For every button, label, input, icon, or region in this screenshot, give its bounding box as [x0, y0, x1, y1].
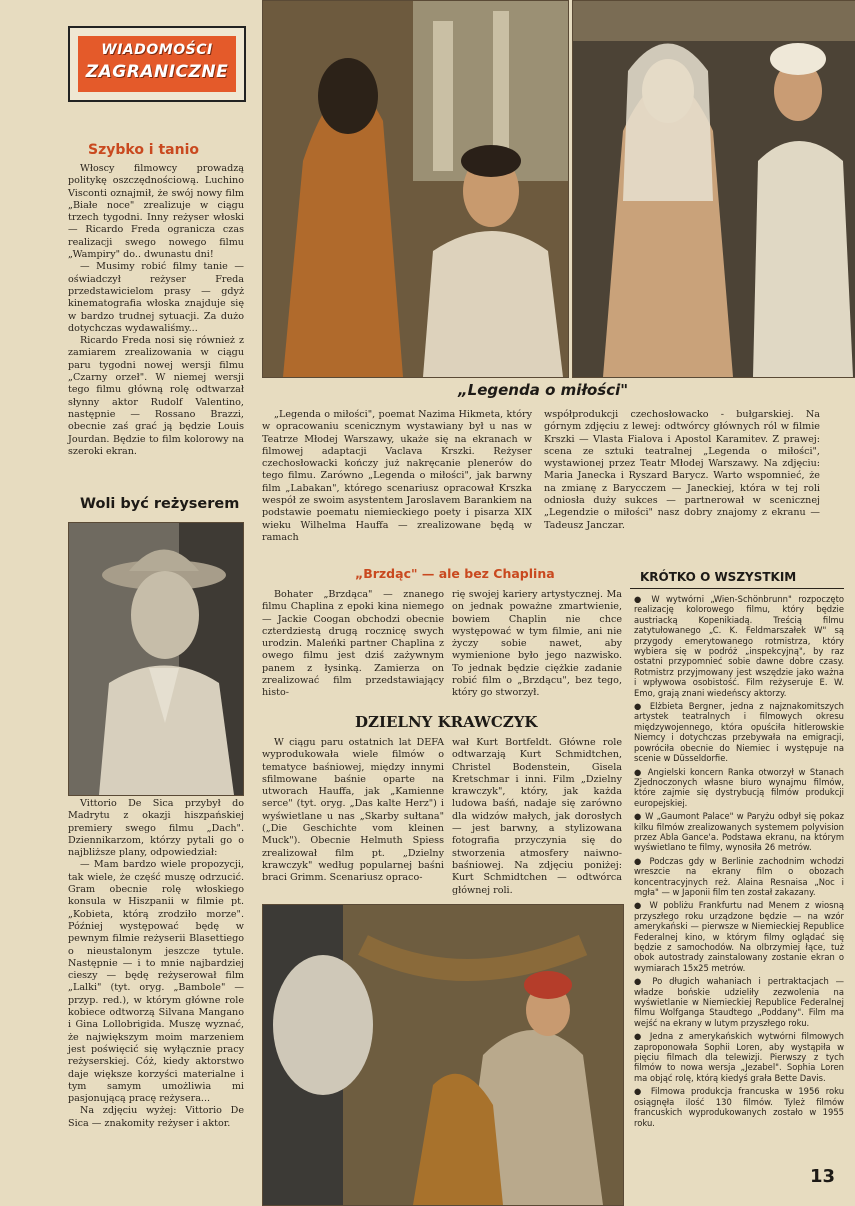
krotko-item: ● Elżbieta Bergner, jedna z najznakomitszych artystek teatralnych i filmowych okresu międzywojennego, która opuściła hitlerowskie Niemcy i dotychczas przebywała na emigracji, powróciła obecnie do Niemiec i występuje na scenie w Düsseldorfie.: [634, 701, 844, 764]
krawczyk-illustration: [263, 905, 623, 1205]
page-number: 13: [810, 1166, 836, 1187]
legenda-film-photo: [262, 0, 569, 378]
brzdac-col-1: Bohater „Brzdąca" — znanego filmu Chaplina z epoki kina niemego — Jackie Coogan obchodzi obecnie czterdziestą drugą rocznicę swych urodzin. Maleńki partner Chaplina z owego filmu jest dziś zażywnym panem z łysinką. Zamierza on zrealizować film przedstawiający histo-: [262, 589, 444, 699]
legenda-heading: „Legenda o miłości": [458, 381, 629, 399]
krotko-item: ● Podczas gdy w Berlinie zachodnim wchodzi wreszcie na ekrany film o obozach koncentracyjnych reż. Alaina Resnaisa „Noc i mgła" — w Japonii film ten został zakazany.: [634, 855, 844, 897]
krotko-item: ● Angielski koncern Ranka otworzył w Stanach Zjednoczonych własne biuro wynajmu filmów, które zajmie się dystrybucją filmów produkcji europejskiej.: [634, 766, 844, 808]
szybko-paragraph: Ricardo Freda nosi się również z zamiarem zrealizowania w ciągu paru tygodni nowej wersji filmu „Czarny orzeł". W niemej wersji tego filmu główną rolę odtwarzał słynny aktor Rudolf Valentino, następnie — Rossano Brazzi, obecnie zaś grać ją będzie Louis Jourdan. Będzie to film kolorowy na szeroki ekran.: [68, 335, 244, 457]
de-sica-photo: [68, 522, 244, 796]
brzdac-col-2: rię swojej kariery artystycznej. Ma on jednak poważne zmartwienie, bowiem Chaplin nie chce występować w tym filmie, ani nie życzy sobie nawet, aby wymienione było jego nazwisko. To jednak będzie ciężkie zadanie robić film o „Brzdącu", bez tego, który go stworzył.: [452, 589, 622, 699]
legenda-col-2: współprodukcji czechosłowacko - bułgarskiej. Na górnym zdjęciu z lewej: odtwórcy głównych ról w filmie Krszki — Vlasta Fialova i Apostol Karamitev. Z prawej: scena ze sztuki teatralnej „Legenda o miłości", wystawionej przez Teatr Młodej Warszawy. Na zdjęciu: Maria Janecka i Ryszard Barycz. Warto wspomnieć, że na zmianę z Barycczem — Janeckiej, która w tej roli odniosła duży sukces — partnerował w scenicznej „Legendzie o miłości" nasz dobry znajomy z ekranu — Tadeusz Janczar.: [544, 409, 820, 531]
legenda-col-1: „Legenda o miłości", poemat Nazima Hikmeta, który w opracowaniu scenicznym wystawiany był u nas w Teatrze Młodej Warszawy, ukaże się na ekranach w filmowej adaptacji Vaclava Krszki. Reżyser czechosłowacki kończy już nakręcanie plenerów do tego filmu. Zarówno „Legenda o miłości", jak barwny film „Labakan", którego scenariusz opracował Krszka wespół ze swoim asystentem Jaroslavem Barankiem na podstawie poematu niemieckiego poety i pisarza XIX wieku Wilhelma Hauffa — zrealizowane będą w ramach: [262, 409, 532, 543]
logo-line-1: WIADOMOŚCI: [101, 42, 213, 58]
woli-paragraph: — Mam bardzo wiele propozycji, tak wiele, że część muszę odrzucić. Gram obecnie rolę włoskiego konsula w Hiszpanii w filmie pt. „Kobieta, którą zrodziło morze". Później występować będę w pewnym filmie reżyserii Blasettiego o nieustalonym jeszcze tytule. Następnie — i to mnie najbardziej cieszy — będę reżyserował film „Lalki" (tyt. oryg. „Bambole" — przyp. red.), w którym główne role kobiece odtworzą Silvana Mangano i Gina Lollobrigida. Muszę wyznać, że największym moim marzeniem jest poświęcić się wyłącznie pracy reżyserskiej. Cóż, kiedy aktorstwo daje większe korzyści materialne i tym samym umożliwia mi pasjonującą pracę reżysera...: [68, 859, 244, 1105]
krotko-item: ● W pobliżu Frankfurtu nad Menem z wiosną przyszłego roku urządzone będzie — na wzór amerykański — pierwsze w Niemieckiej Republice Federalnej kino, w którym filmy oglądać się będzie z samochodów. Na olbrzymiej łące, tuż obok autostrady zainstalowany zostanie ekran o wymiarach 15x25 metrów.: [634, 900, 844, 973]
woli-heading: Woli być reżyserem: [80, 496, 240, 512]
krotko-list: [634, 594, 844, 1131]
brzdac-heading: „Brzdąc" — ale bez Chaplina: [355, 566, 555, 581]
krawczyk-photo: [262, 904, 624, 1206]
legenda-theatre-photo: [572, 0, 855, 378]
legenda-theatre-illustration: [573, 1, 855, 377]
szybko-body: [68, 163, 244, 458]
dzielny-heading: DZIELNY KRAWCZYK: [355, 713, 538, 731]
krotko-heading: KRÓTKO O WSZYSTKIM: [640, 570, 797, 584]
krotko-item: ● W wytwórni „Wien-Schönbrunn" rozpoczęto realizację kolorowego filmu, który będzie austriacką Kopenikiadą. Treścią filmu zatytułowanego „C. K. Feldmarszałek W" są przygody emerytowanego rotmistrza, który wybiera się w podróż „inspekcyjną", by raz ostatni przypomnieć sobie dawne dobre czasy. Rotmistrz przyjmowany jest wszędzie jako ważna i wpływowa osobistość. Film reżyseruje E. W. Emo, grają znani wiedeńscy aktorzy.: [634, 594, 844, 698]
szybko-heading: Szybko i tanio: [88, 142, 200, 158]
krotko-item: ● Jedna z amerykańskich wytwórni filmowych zaproponowała Sophii Loren, aby wystąpiła w pięciu filmach dla telewizji. Pierwszy z tych filmów to nowa wersja „Jezabel". Sophia Loren ma objąć rolę, którą kiedyś grała Bette Davis.: [634, 1031, 844, 1083]
szybko-paragraph: — Musimy robić filmy tanie — oświadczył reżyser Freda przedstawicielom prasy — gdyż kinematografia włoska znajduje się w bardzo trudnej sytuacji. Za dużo dotychczas wydawaliśmy...: [68, 261, 244, 334]
logo-badge: [78, 36, 236, 92]
legenda-film-illustration: [263, 1, 568, 377]
krotko-rule: [630, 588, 844, 589]
dzielny-col-2: wał Kurt Bortfeldt. Główne role odtwarzają Kurt Schmidtchen, Christel Bodenstein, Gisela Kretschmar i inni. Film „Dzielny krawczyk", który, jak każda ludowa baśń, nadaje się zarówno dla widzów małych, jak dorosłych — jest barwny, a stylizowana fotografia przyczynia się do stworzenia atmosfery naiwno-baśniowej. Na zdjęciu poniżej: Kurt Schmidtchen — odtwórca głównej roli.: [452, 737, 622, 896]
krotko-item: ● W „Gaumont Palace" w Paryżu odbył się pokaz kilku filmów zrealizowanych systemem polyvision przez Abla Gance'a. Podstawa ekranu, na którym wyświetlano te filmy, wynosiła 26 metrów.: [634, 811, 844, 853]
woli-paragraph: Na zdjęciu wyżej: Vittorio De Sica — znakomity reżyser i aktor.: [68, 1105, 244, 1129]
section-logo: [68, 26, 246, 102]
de-sica-illustration: [69, 523, 243, 795]
logo-line-2: ZAGRANICZNE: [85, 62, 229, 82]
krotko-item: ● Po długich wahaniach i pertraktacjach — władze bońskie udzieliły zezwolenia na wyświetlanie w Niemieckiej Republice Federalnej filmu Wolfganga Staudtego „Poddany". Film ma wejść na ekrany w lutym przyszłego roku.: [634, 976, 844, 1028]
woli-paragraph: Vittorio De Sica przybył do Madrytu z okazji hiszpańskiej premiery swego filmu „Dach". Dziennikarzom, którzy pytali go o najbliższe plany, odpowiedział:: [68, 798, 244, 859]
dzielny-col-1: W ciągu paru ostatnich lat DEFA wyprodukowała wiele filmów o tematyce baśniowej, między innymi sfilmowane baśnie oparte na utworach Hauffa, jak „Kamienne serce" (tyt. oryg. „Das kalte Herz") i wyświetlane u nas „Skarby sułtana" („Die Geschichte vom kleinen Muck"). Obecnie Helmuth Spiess zrealizował film pt. „Dzielny krawczyk" według popularnej baśni braci Grimm. Scenariusz opraco-: [262, 737, 444, 884]
krotko-item: ● Filmowa produkcja francuska w 1956 roku osiągnęła ilość 130 filmów. Tyleż filmów francuskich wyprodukowanych zostało w 1955 roku.: [634, 1086, 844, 1128]
szybko-paragraph: Włoscy filmowcy prowadzą politykę oszczędnościową. Luchino Visconti oznajmił, że swój nowy film „Białe noce" zrealizuje w ciągu trzech tygodni. Inny reżyser włoski — Ricardo Freda ogranicza czas realizacji swego nowego filmu „Wampiry" do.. dwunastu dni!: [68, 163, 244, 261]
woli-body: [68, 798, 244, 1130]
